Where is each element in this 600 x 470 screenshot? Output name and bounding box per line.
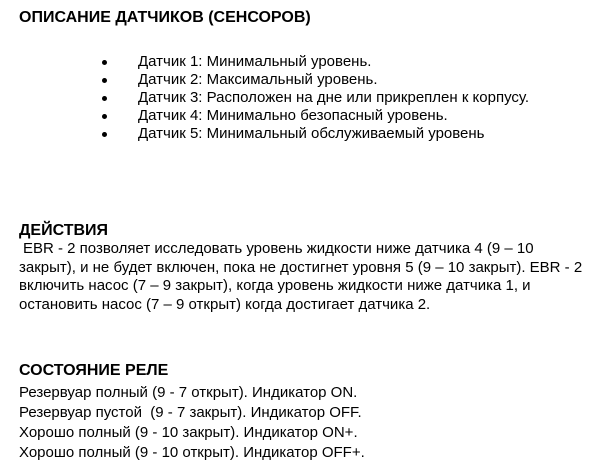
relay-line-1: Резервуар полный (9 - 7 открыт). Индикатор ON. xyxy=(19,384,358,401)
actions-heading: ДЕЙСТВИЯ xyxy=(19,222,109,239)
sensor-3-text: Датчик 3: Расположен на дне или прикреплен к корпусу. xyxy=(138,89,530,106)
actions-paragraph: EBR - 2 позволяет исследовать уровень жидкости ниже датчика 4 (9 – 10 закрыт), и не будет включен, пока не достигнет уровня 5 (9 – 10 закрыт). EBR - 2 включить насос (7 – 9 закрыт), когда уровень жидкости ниже датчика 1, и остановить насос (7 – 9 открыт) когда достигает датчика 2. xyxy=(19,240,583,313)
bullet-icon xyxy=(102,114,107,119)
list-item xyxy=(0,53,558,71)
bullet-icon xyxy=(102,132,107,137)
relay-state-list xyxy=(19,383,365,463)
sensor-2-text: Датчик 2: Максимальный уровень. xyxy=(138,71,378,88)
bullet-icon xyxy=(102,60,107,65)
sensor-4-text: Датчик 4: Минимально безопасный уровень. xyxy=(138,107,448,124)
list-item xyxy=(0,125,558,143)
bullet-icon xyxy=(102,78,107,83)
list-item xyxy=(0,107,558,125)
relay-line-2: Резервуар пустой (9 - 7 закрыт). Индикатор OFF. xyxy=(19,404,362,421)
bullet-icon xyxy=(102,96,107,101)
sensors-heading: ОПИСАНИЕ ДАТЧИКОВ (СЕНСОРОВ) xyxy=(19,9,311,26)
list-item xyxy=(0,89,558,107)
sensor-5-text: Датчик 5: Минимальный обслуживаемый уровень xyxy=(138,125,485,142)
sensor-1-text: Датчик 1: Минимальный уровень. xyxy=(138,53,372,70)
sensor-list xyxy=(0,53,600,143)
relay-line-4: Хорошо полный (9 - 10 открыт). Индикатор OFF+. xyxy=(19,444,365,461)
relay-heading: СОСТОЯНИЕ РЕЛЕ xyxy=(19,362,169,379)
list-item xyxy=(0,71,558,89)
relay-line-3: Хорошо полный (9 - 10 закрыт). Индикатор ON+. xyxy=(19,424,358,441)
